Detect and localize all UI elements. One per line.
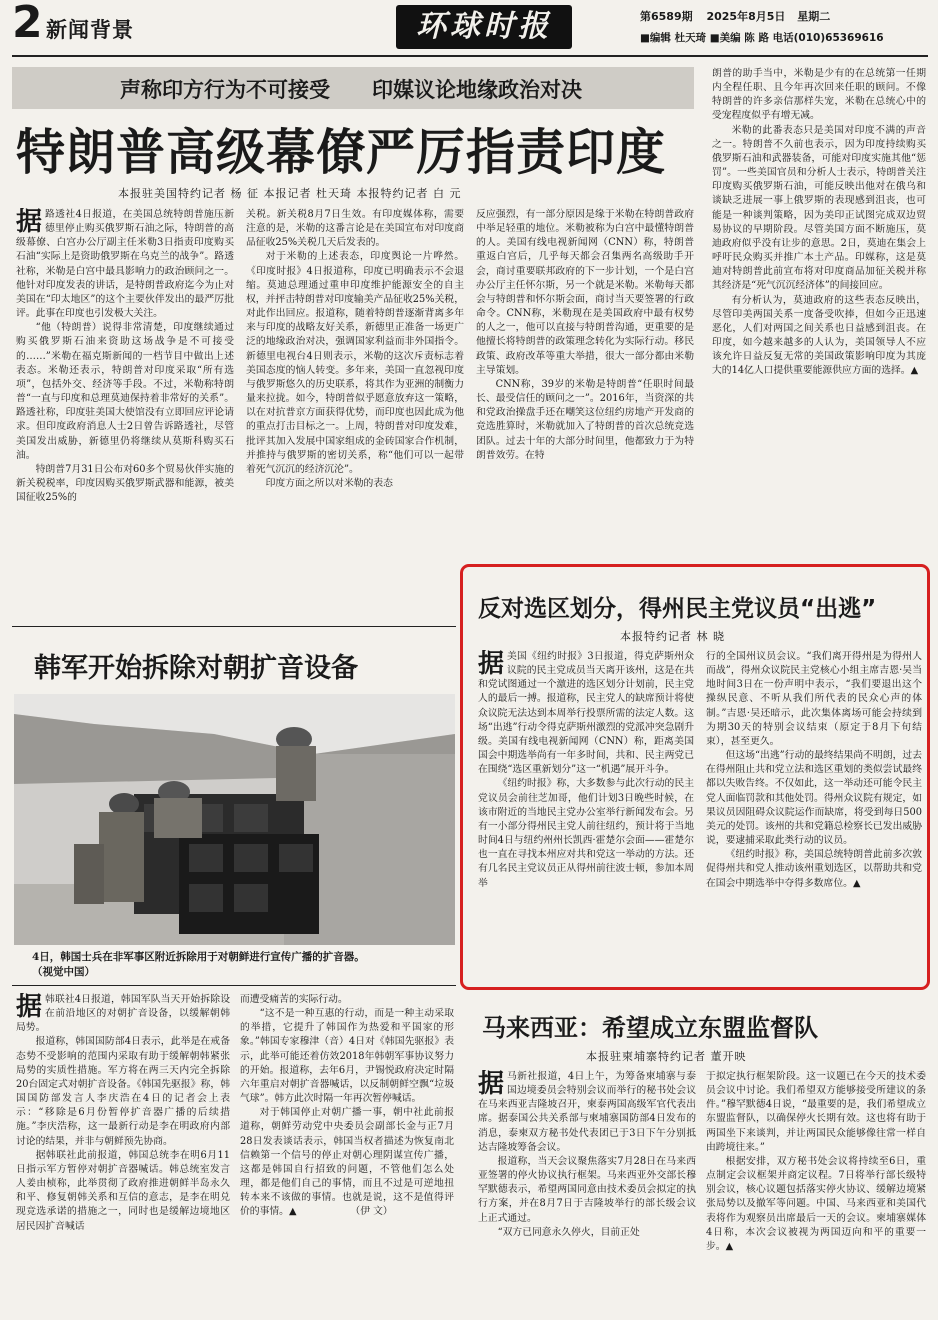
malaysia-col1-para-2: 报道称，当天会议聚焦落实7月28日在马来西亚签署的停火协议执行框架。马来西亚外交部长穆罕默德表示，希望两国同意由技术委员会拟定的执行方案，并在8月7日于吉隆坡举行的部长级会议上正式通过。: [478, 1155, 696, 1224]
korea-col2-para-2: “这不是一种互惠的行动，而是一种主动采取的举措，它提升了韩国作为热爱和平国家的形象。”韩国专家穆津（音）4日对《韩国先驱报》表示，此举可能还着仿效2018年韩朝军事协议努力的开始。报道称，去年6月，尹锡悦政府决定时隔六年重启对朝扩音器喊话，以反制朝鲜空飘“垃圾气球”。韩方此次时隔一年再次暂停喊话。: [240, 1008, 454, 1105]
texas-col-2: [706, 650, 922, 980]
issue-number: 第6589期: [640, 10, 693, 23]
lead-bottom-rule: [12, 626, 456, 627]
soldiers-speaker-photo: [14, 694, 455, 945]
lead-col-1: [16, 208, 234, 620]
lead-col3-para-2: CNN称，39岁的米勒是特朗普“任职时间最长、最受信任的顾问之一”。2016年，当资深的共和党政治操盘手还在嘲笑这位纽约房地产开发商的竞选胜算时，米勒就加入了特朗普的首次总统竞选团队。过去十年的大部分时间里，他都致力于为特朗普效劳。在特: [476, 378, 694, 461]
malaysia-byline: 本报驻柬埔寨特约记者 董开映: [586, 1050, 747, 1063]
lead-headline: 特朗普高级幕僚严厉指责印度: [16, 124, 667, 181]
lead-side-col: [712, 67, 926, 557]
lead-col2-para-2: 对于米勒的上述表态，印度舆论一片哗然。《印度时报》4日报道称，印度已明确表示不会退缩。莫迪总理通过重申印度维护能源安全的自主权，并抨击特朗普对印度输美产品征收25%关税，对此作出回应。报道称，随着特朗普逐渐背离多年来与印度的战略友好关系，新德里正准备一场更广泛的地缘政治对决，强调国家利益而非外国指令。新德里电视台4日则表示，米勒的这次斥责标志着美国态度的恼人转变。多年来，美国一直忽视印度与俄罗斯悠久的历史联系，将其作为亚洲的制衡力量来拉拢。如今，特朗普似乎愿意放弃这一策略，以在对抗普京方面获得优势，而印度也因此成为他的重点打击目标之一。上周，特朗普对印度发难，批评其加入发展中国家组成的金砖国家合作机制，并推持与俄罗斯的密切关系，称“他们可以一起带着死气沉沉的经济沉沦”。: [246, 251, 464, 475]
malaysia-col-1: [478, 1070, 696, 1310]
masthead-rule: [12, 55, 928, 57]
lead-col1-para-3: 特朗普7月31日公布对60多个贸易伙伴实施的新关税税率，印度因购买俄罗斯武器和能源，被美国征收25%的: [16, 463, 234, 504]
lead-col2-para-1: 关税。新关税8月7日生效。有印度媒体称，需要注意的是，米勒的这番言论是在美国宣布对印度商品征收25%关税几天后发表的。: [246, 209, 464, 249]
korea-col2-para-3: 对于韩国停止对朝广播一事，朝中社此前报道称，朝鲜劳动党中央委员会副部长金与正7月28日发表谈话表示，韩国当权者描述为恢复南北信赖第一个信号的停止对朝心理阴谋宣传广播，这都是韩国自行招致的问题，不管他们怎么处理，都是他们自己的事情，而且不过是可逆地扭转本来不该做的事情。也就是说，这不是值得评价的事情。▲ （伊 文）: [240, 1107, 454, 1218]
malaysia-col2-para-2: 根据安排，双方秘书处会议将持续至6日，重点制定会议框架并商定议程。7日将举行部长级特别会议，核心议题包括落实停火协议、缓解边境紧张局势以及撤军等问题。中国、马来西亚和美国代表将作为观察员出席最后一天的会议。柬埔寨媒体4日称，本次会议被视为两国迈向和平的重要一步。▲: [706, 1155, 926, 1252]
lead-byline: 本报驻美国特约记者 杨 征 本报记者 杜天琦 本报特约记者 白 元: [118, 187, 462, 200]
malaysia-col1-para-3: “双方已同意永久停火，目前正处: [497, 1226, 640, 1238]
malaysia-col2-para-1: 于拟定执行框架阶段。这一议题已在今天的技术委员会议中讨论。我们希望双方能够接受所建议的条件。”穆罕默德4日说，“最重要的是，我们希望成立东盟监督队，以确保停火长期有效。这也将有助于两国坐下来谈判，并让两国民众能够像往常一样自由跨境往来。”: [706, 1071, 926, 1153]
korea-col2-para-1: 而遭受痛苦的实际行动。: [240, 994, 348, 1005]
korea-col1-para-2: 报道称，韩国国防部4日表示，此举是在戒备态势不受影响的范围内采取有助于缓解朝韩紧张局势的实质性措施。军方将在两三天内完全拆除20台固定式对朝扩音设备。《韩国先驱报》称，韩国国防部发言人李庆浩在4日的记者会上表示：“移除是6月份暂停扩音器广播的后续措施。”李庆浩称，这一最新行动是李在明政府内部讨论的结果，并非与朝鲜预先协商。: [16, 1036, 230, 1147]
section-name: 新闻背景: [46, 17, 134, 42]
texas-byline: 本报特约记者 林 晓: [620, 630, 725, 643]
texas-col2-para-3: 《纽约时报》称，美国总统特朗普此前多次敦促得州共和党人推动该州重划选区，以帮助共和党在国会中期选举中夺得多数席位。▲: [706, 849, 922, 889]
masthead-logo: [396, 5, 572, 49]
korea-photo: [14, 694, 455, 945]
texas-col1-para-2: 《纽约时报》称，大多数参与此次行动的民主党议员会前往芝加哥，他们计划3日晚些时候，在该市附近的当地民主党办公室举行新闻发布会。另有一小部分得州民主党人前往纽约，预计将于当地时间4日与纽约州州长凯西·霍楚尔会面——霍楚尔也一直在寻找本州应对共和党这一举动的方法。还有几名民主党议员正从得州前往波士顿，参加本周举: [478, 778, 694, 889]
korea-caption: 4日，韩国士兵在非军事区附近拆除用于对朝鲜进行宣传广播的扩音器。 （视觉中国）: [32, 951, 486, 978]
lead-col-3: [476, 208, 694, 558]
korea-col-2: [240, 993, 454, 1305]
lead-col1-text-1: 路透社4日报道，在美国总统特朗普施压新德里停止购买俄罗斯石油之际，特朗普的高级幕僚、白宫办公厅副主任米勒3日指责印度购买石油“实际上是资助俄罗斯在乌克兰的战争”。路透社称，米勒是白宫中最具影响力的政治顾问之一。他针对印度发表的讲话，是特朗普政府迄今为止对美国在“印太地区”的这个主要伙伴发出的最严厉批评。此事在印度也引发极大关注。: [16, 209, 234, 320]
korea-col1-para-3: 据韩联社此前报道，韩国总统李在明6月11日指示军方暂停对朝扩音器喊话。韩总统室发言人姜由桢称，此举贯彻了政府推进朝鲜半岛永久和平、修复朝韩关系和互信的意志，是李在明兑现竞选承诺的措施之一，同时也是缓解边境地区居民因扩音喊话: [16, 1149, 230, 1232]
lead-side-para-2: 米勒的此番表态只是美国对印度不满的声音之一。特朗普不久前也表示，因为印度持续购买俄罗斯石油和武器装备，可能对印度实施其他“惩罚”。一些美国官员和分析人士表示，特朗普关注印度购买俄罗斯石油，可能反映出他对在俄乌和谈缺乏进展一事上俄罗斯的表现感到沮丧，也可能是一种谈判策略，因为美印正试图完成双边贸易协议的早期阶段。尽管美国方面不断施压，莫迪政府似乎没有让步的意思。2日，莫迪在集会上呼吁民众购买并推广本土产品。印媒称，这是莫迪对特朗普此前宣布将对印度商品加征关税并称其经济是“死气沉沉经济体”的间接回应。: [712, 124, 926, 292]
lead-col1-para-1: [16, 208, 234, 321]
lead-kicker: 声称印方行为不可接受 印媒议论地缘政治对决: [120, 78, 582, 102]
korea-col-1: [16, 993, 230, 1305]
lead-col3-para-1: 反应强烈，有一部分原因是缘于米勒在特朗普政府中举足轻重的地位。米勒被称为白宫中最懂特朗普的人。美国有线电视新闻网（CNN）称，特朗普重返白宫后，几乎每天都会召集两名高级助手开会，商讨重要联邦政府的下一步计划，一个是白宫办公厅主任怀尔斯，另一个就是米勒。米勒每天都会与特朗普和怀尔斯会面，商讨当天要签署的行政命令。CNN称，米勒现在是美国政府中最有权势的人之一，他可以直接与特朗普沟通，更重要的是他擅长将特朗普的政策理念转化为实际行动。移民政策、政府改革等重大举措，很大一部分都由米勒主导策划。: [476, 209, 694, 376]
malaysia-dropcap: 据: [478, 1070, 505, 1099]
korea-headline: 韩军开始拆除对朝扩音设备: [34, 653, 358, 684]
korea-dropcap: 据: [16, 993, 43, 1022]
korea-caption-rule: [12, 985, 456, 986]
lead-side-para-1: 朗普的助手当中，米勒是少有的在总统第一任期内全程任职、且今年再次回来任职的顾问。不像特朗普的许多亲信那样失宠，米勒在总统心中的受宠程度似乎有增无减。: [712, 68, 926, 122]
issue-date: 2025年8月5日: [706, 10, 786, 23]
lead-col2-para-3: 印度方面之所以对米勒的表态: [265, 477, 393, 489]
texas-col1-text-1: 美国《纽约时报》3日报道，得克萨斯州众议院的民主党成员当天离开该州，这是在共和党试图通过一个激进的选区划分计划前，民主党人的最后一搏。报道称，民主党人的缺席预计将使众议院无法达到本周举行投票所需的法定人数。这场“出逃”行动令得克萨斯州激烈的党派冲突急剧升级。美国有线电视新闻网（CNN）称，距离美国国会中期选举尚有一年多时间，共和、民主两党已在围绕“选区重新划分”这一“机遇”展开斗争。: [478, 651, 694, 776]
texas-col1-para-1: [478, 650, 694, 777]
malaysia-col-2: [706, 1070, 926, 1310]
korea-col1-para-1: [16, 993, 230, 1035]
texas-headline: 反对选区划分，得州民主党议员“出逃”: [478, 596, 877, 622]
page-number: 2: [12, 0, 43, 48]
lead-side-para-3: 有分析认为，莫迪政府的这些表态反映出，尽管印美两国关系一度备受吹捧，但如今正迅速恶化，人们对两国之间关系也日益感到沮丧。在印度，如今越来越多的人认为，美国领导人不应该允许日益反复无常的美国政策影响印度为其庞大的14亿人口提供重要能源供应方面的选择。▲: [712, 294, 926, 377]
korea-col1-text-1: 韩联社4日报道，韩国军队当天开始拆除设在前沿地区的对朝扩音设备，以缓解朝韩局势。: [16, 994, 230, 1034]
logo-text: 环球时报: [416, 9, 552, 44]
issue-weekday: 星期二: [797, 10, 831, 23]
lead-dropcap: 据: [16, 208, 43, 237]
texas-col-1: [478, 650, 694, 980]
texas-col2-para-1: 行的全国州议员会议。“我们离开得州是为得州人而战”，得州众议院民主党核心小组主席吉恩·吴当地时间3日在一份声明中表示，“我们要退出这个操纵民意、不听从我们所代表的民众心声的体制。”吉恩·吴还暗示，此次集体离场可能会持续到为期30天的特别会议结束（原定于8月下旬结束），甚至更久。: [706, 651, 922, 747]
editors-line: ■编辑 杜天琦 ■美编 陈 路 电话(010)65369616: [640, 32, 884, 44]
texas-col2-para-2: 但这场“出逃”行动的最终结果尚不明朗，过去在得州阻止共和党立法和选区重划的类似尝试最终都以失败告终。不仅如此，这一举动还可能令民主党人面临罚款和其他处罚。得州众议院有规定，如果议员因阻碍众议院运作而缺席，将受到每日500美元的处罚。该州的共和党籍总检察长已发出威胁说，要逮捕采取此类行动的议员。: [706, 750, 922, 847]
malaysia-headline: 马来西亚：希望成立东盟监督队: [482, 1014, 818, 1042]
texas-dropcap: 据: [478, 650, 505, 679]
malaysia-col1-para-1: [478, 1070, 696, 1155]
lead-col-2: [246, 208, 464, 620]
lead-col1-para-2: “他（特朗普）说得非常清楚，印度继续通过购买俄罗斯石油来资助这场战争是不可接受的……”米勒在福克斯新闻的一档节目中做出上述表态。米勒还表示，特朗普对印度采取“所有选项”，包括外交、经济等手段。不过，米勒称特朗普“一直与印度和总理莫迪保持着非常好的关系”。路透社称，印度驻美国大使馆没有立即回应评论请求。但印度政府消息人士2日曾告诉路透社，尽管美国发出威胁，新德里仍将继续从莫斯科购买石油。: [16, 322, 234, 461]
malaysia-col1-text-1: 马新社报道，4日上午，为筹备柬埔寨与泰国边境委员会特别会议而举行的秘书处会议在马来西亚吉隆坡召开，柬泰两国高级军官代表出席。据泰国公共关系部与柬埔寨国防部4日发布的消息，泰柬双方秘书处代表团已于3日下午分别抵达吉隆坡筹备会议。: [478, 1071, 696, 1153]
issue-line: [640, 8, 830, 24]
